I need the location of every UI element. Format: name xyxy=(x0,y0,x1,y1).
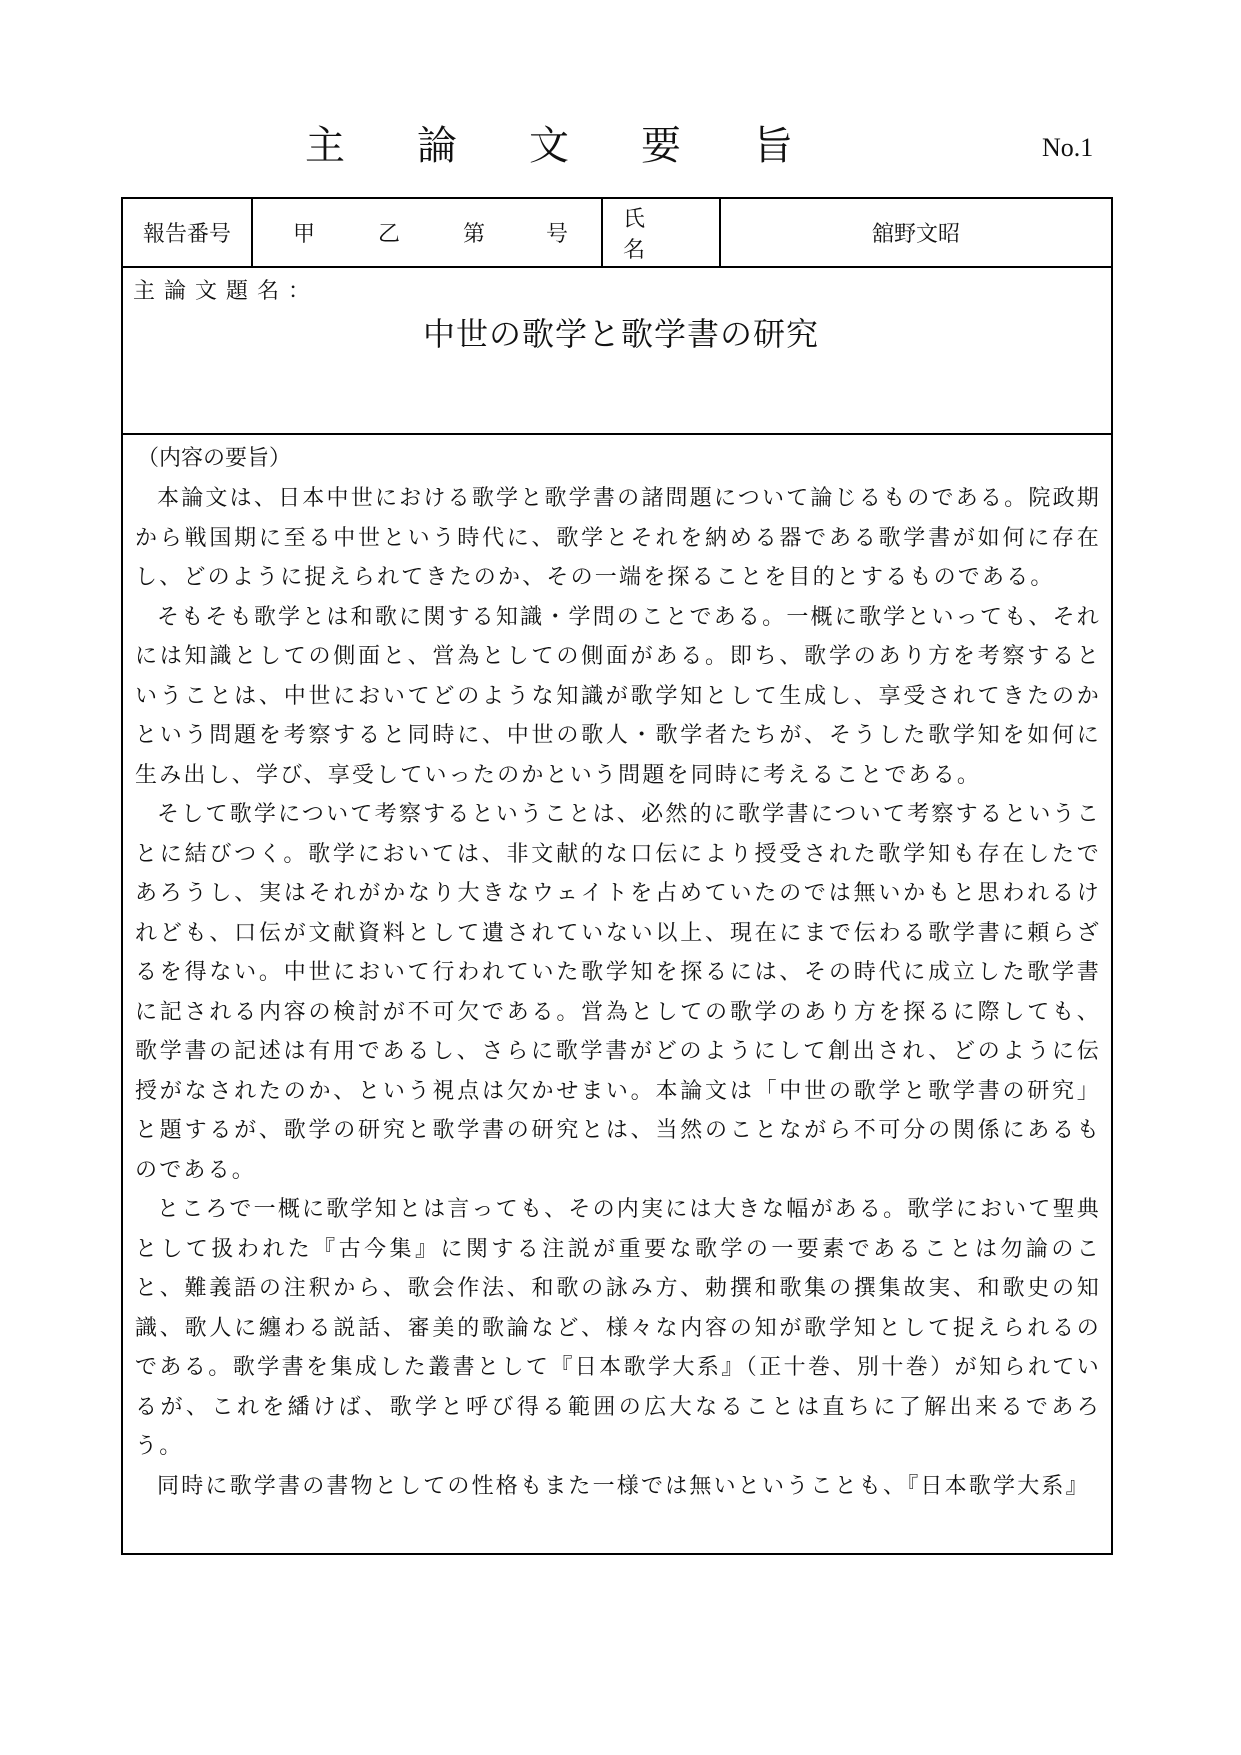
summary-paragraph: 本論文は、日本中世における歌学と歌学書の諸問題について論じるものである。院政期から戦国期に至る中世という時代に、歌学とそれを納める器である歌学書が如何に存在し、どのように捉えられてきたのか、その一端を探ることを目的とするものである。 xyxy=(135,486,1101,590)
summary-paragraph: そもそも歌学とは和歌に関する知識・学問のことである。一概に歌学といっても、それには知識としての側面と、営為としての側面がある。即ち、歌学のあり方を考察するということは、中世においてどのような知識が歌学知として生成し、享受されてきたのかという問題を考察すると同時に、中世の歌人・歌学者たちが、そうした歌学知を如何に生み出し、学び、享受していったのかという問題を同時に考えることである。 xyxy=(135,604,1101,788)
page-title: 主論文要旨 xyxy=(305,123,865,169)
thesis-title-row xyxy=(123,268,1111,435)
summary-paragraph: ところで一概に歌学知とは言っても、その内実には大きな幅がある。歌学において聖典として扱われた『古今集』に関する注説が重要な歌学の一要素であることは勿論のこと、難義語の注釈から、歌会作法、和歌の詠み方、勅撰和歌集の撰集故実、和歌史の知識、歌人に纏わる説話、審美的歌論など、様々な内容の知が歌学知として捉えられるのである。歌学書を集成した叢書として『日本歌学大系』（正十巻、別十巻）が知られているが、これを繙けば、歌学と呼び得る範囲の広大なることは直ちに了解出来るであろう。 xyxy=(135,1197,1101,1459)
author-name: 舘野文昭 xyxy=(871,222,960,247)
thesis-title: 中世の歌学と歌学書の研究 xyxy=(423,315,820,353)
report-number-label: 報告番号 xyxy=(123,199,253,266)
summary-paragraph: そして歌学について考察するということは、必然的に歌学書について考察するということに結びつく。歌学においては、非文献的な口伝により授受された歌学知も存在したであろうし、実はそれがかなり大きなウェイトを占めていたのでは無いかもと思われるけれども、口伝が文献資料として遺されていない以上、現在にまで伝わる歌学書に頼らざるを得ない。中世において行われていた歌学知を探るには、その時代に成立した歌学書に記される内容の検討が不可欠である。営為としての歌学のあり方を探るに際しても、歌学書の記述は有用であるし、さらに歌学書がどのようにして創出され、どのように伝授がなされたのか、という視点は欠かせまい。本論文は「中世の歌学と歌学書の研究」と題するが、歌学の研究と歌学書の研究とは、当然のことながら不可分の関係にあるものである。 xyxy=(135,802,1101,1183)
page-number: No.1 xyxy=(1042,133,1094,162)
summary-body xyxy=(135,479,1101,1506)
summary-section xyxy=(123,435,1111,1553)
summary-paragraph: 同時に歌学書の書物としての性格もまた一様では無いということも、『日本歌学大系』 xyxy=(157,1473,1090,1499)
report-kou-otsu: 甲 乙 第 xyxy=(293,222,513,247)
report-row xyxy=(123,199,1111,268)
report-gou: 号 xyxy=(546,222,569,247)
thesis-title-label: 主論文題名： xyxy=(133,279,320,304)
name-label: 氏 名 xyxy=(603,199,721,266)
report-number-field xyxy=(253,199,603,266)
summary-label: （内容の要旨） xyxy=(137,446,292,471)
summary-form xyxy=(121,197,1113,1555)
